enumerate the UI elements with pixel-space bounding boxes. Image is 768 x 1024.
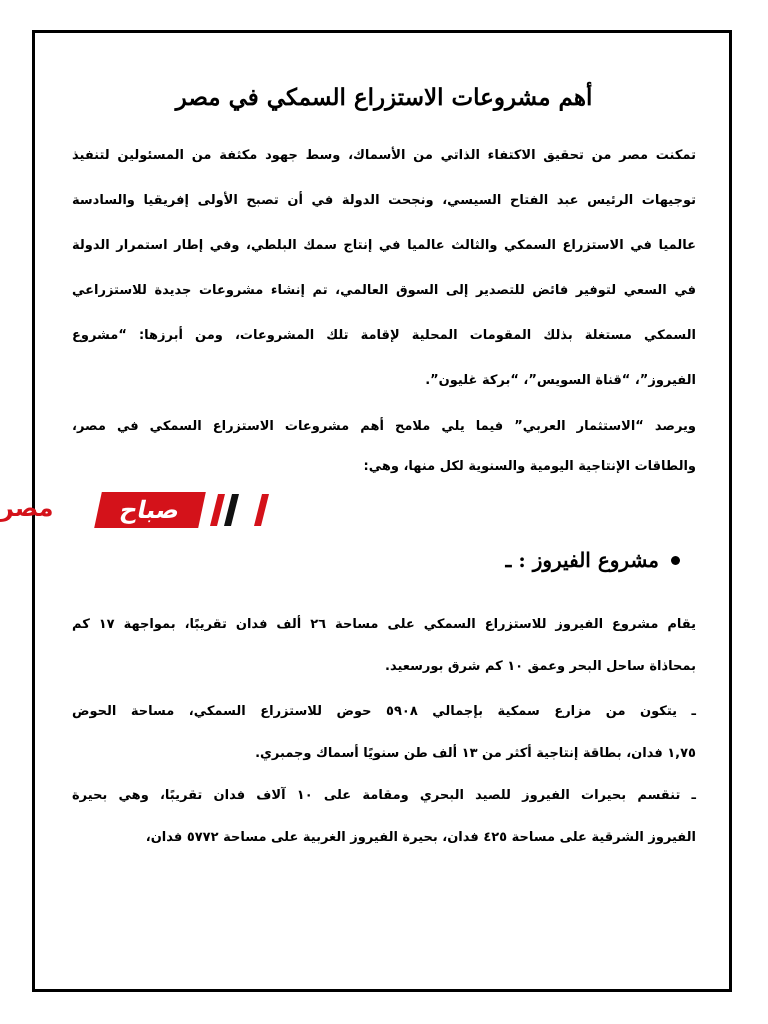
watermark-brand-misr: مصر <box>0 494 54 522</box>
text-line: عالميا في الاستزراع السمكي والثالث عالميا في إنتاج سمك البلطي، وفي إطار استمرار الدولة <box>72 238 696 253</box>
section-paragraph <box>72 691 696 775</box>
text-line: الفيروز الشرقية على مساحة ٤٢٥ فدان، بحيرة الفيروز الغربية على مساحة ٥٧٧٢ فدان، <box>145 830 696 845</box>
text-line: والطاقات الإنتاجية اليومية والسنوية لكل منها، وهي: <box>363 459 696 474</box>
text-line: ـ تنقسم بحيرات الفيروز للصيد البحري ومقامة على ١٠ آلاف فدان تقريبًا، وهي بحيرة <box>72 788 697 803</box>
text-line: السمكي مستغلة بذلك المقومات المحلية لإقامة تلك المشروعات، ومن أبرزها: “مشروع <box>72 328 696 343</box>
text-line: تمكنت مصر من تحقيق الاكتفاء الذاتي من الأسماك، وسط جهود مكثفة من المسئولين لتنفيذ <box>72 148 696 163</box>
bullet-icon <box>671 556 680 565</box>
text-line: بمحاذاة ساحل البحر وعمق ١٠ كم شرق بورسعيد. <box>385 659 696 674</box>
watermark-stripe <box>210 494 225 526</box>
section-paragraph <box>72 604 696 688</box>
watermark-brand-sabah: صباح <box>94 492 206 528</box>
intro-paragraph <box>72 133 696 403</box>
text-line: في السعي لتوفير فائض للتصدير إلى السوق العالمي، تم إنشاء مشروعات جديدة للاستزراعي <box>72 283 696 298</box>
section-paragraph <box>72 775 696 859</box>
text-line: توجيهات الرئيس عبد الفتاح السيسي، ونجحت الدولة في أن تصبح الأولى إفريقيا والسادسة <box>72 193 696 208</box>
section-heading-text: مشروع الفيروز : ـ <box>505 548 659 572</box>
text-line: ـ يتكون من مزارع سمكية بإجمالي ٥٩٠٨ حوض للاستزراع السمكي، مساحة الحوض <box>72 704 696 719</box>
text-line: ١,٧٥ فدان، بطاقة إنتاجية أكثر من ١٣ ألف طن سنويًا أسماك وجمبري. <box>255 746 696 761</box>
section-heading <box>506 548 680 572</box>
watermark-logo <box>0 492 280 532</box>
document-title: أهم مشروعات الاستزراع السمكي في مصر <box>175 84 593 111</box>
survey-paragraph <box>72 407 696 487</box>
text-line: ويرصد “الاستثمار العربي” فيما يلي ملامح أهم مشروعات الاستزراع السمكي في مصر، <box>72 419 696 434</box>
text-line: الفيروز”، “قناة السويس”، “بركة غليون”. <box>425 373 696 388</box>
text-line: يقام مشروع الفيروز للاستزراع السمكي على مساحة ٢٦ ألف فدان تقريبًا، بمواجهة ١٧ كم <box>72 617 696 632</box>
watermark-stripe <box>254 494 269 526</box>
watermark-stripe <box>224 494 239 526</box>
